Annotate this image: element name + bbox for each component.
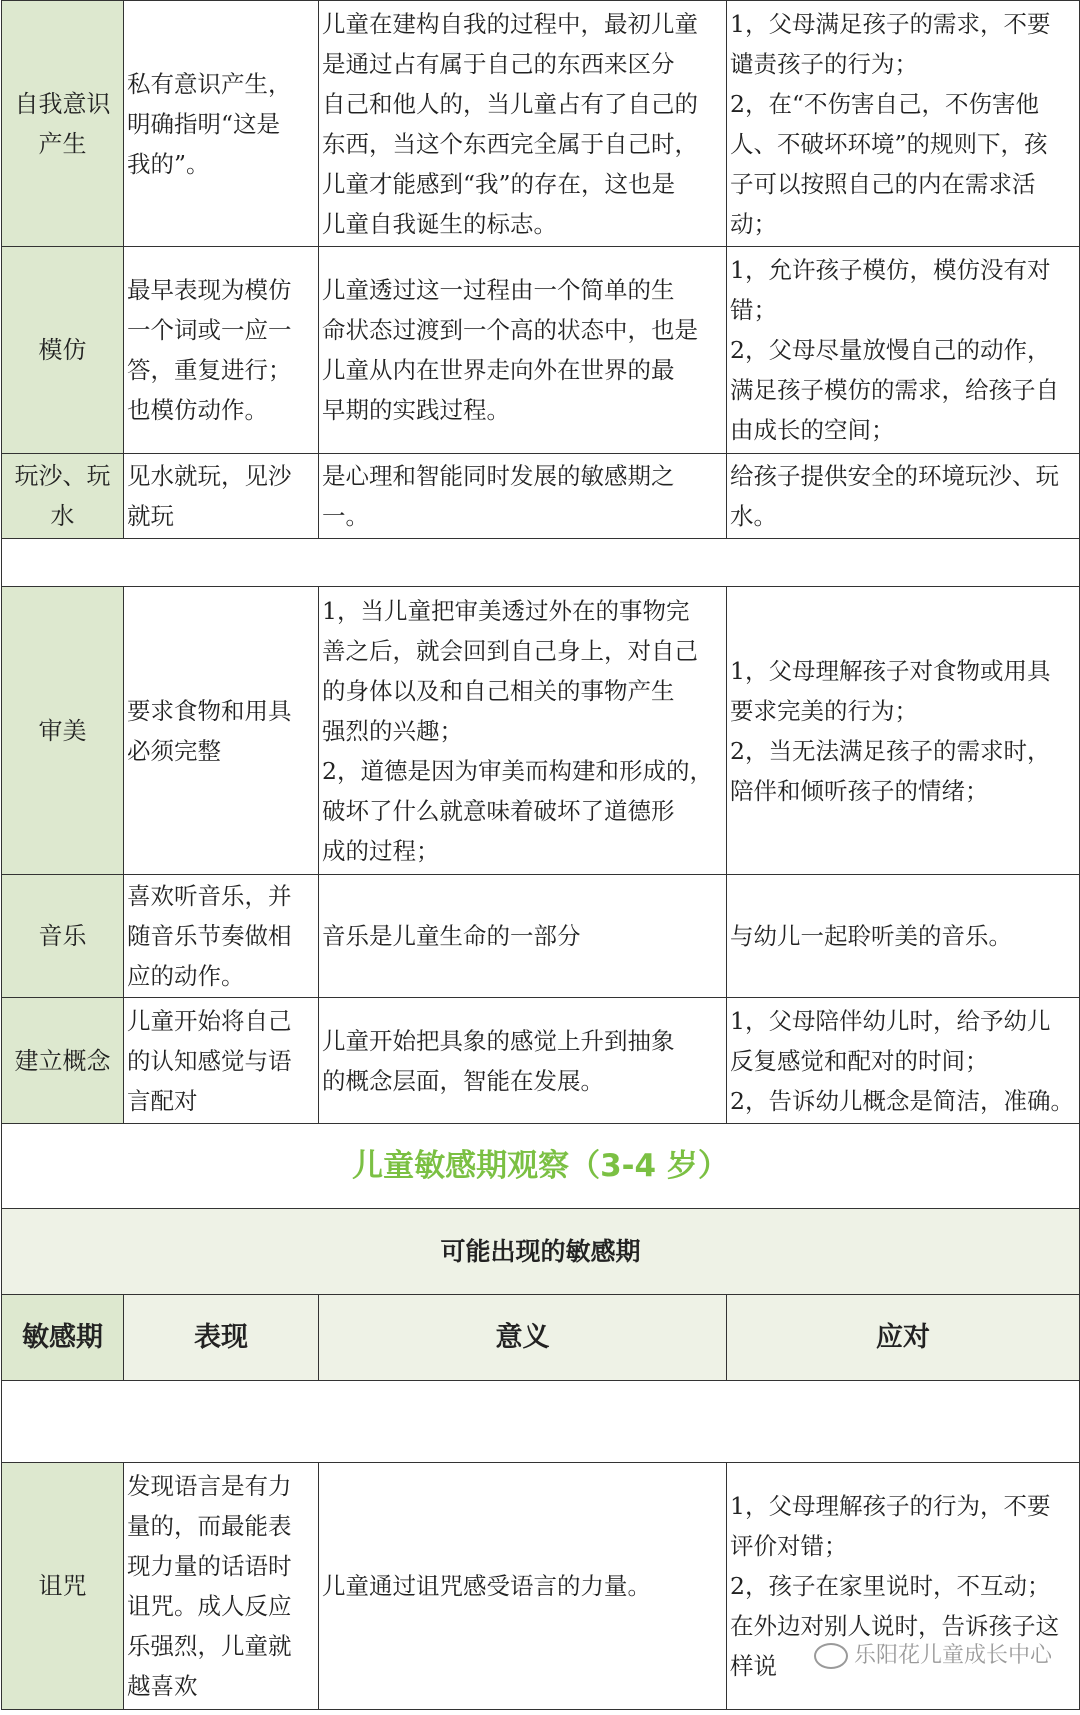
response-cell: 1，允许孩子模仿，模仿没有对 错； 2，父母尽量放慢自己的动作， 满足孩子模仿的需求，给孩子自 由成长的空间；: [727, 247, 1080, 454]
category-cell: 自我意识 产生: [2, 1, 124, 247]
category-cell: 玩沙、玩 水: [2, 454, 124, 539]
watermark: [814, 1638, 1052, 1669]
table-row: [2, 998, 1080, 1124]
category-cell: 音乐: [2, 875, 124, 998]
table-row: [2, 587, 1080, 875]
response-cell: 1，父母理解孩子的行为，不要 评价对错； 2，孩子在家里说时，不互动； 在外边对别人说时，告诉孩子这 样说: [727, 1463, 1080, 1710]
meaning-cell: 儿童通过诅咒感受语言的力量。: [319, 1463, 727, 1710]
table-row: [2, 875, 1080, 998]
meaning-cell: 儿童透过这一过程由一个简单的生 命状态过渡到一个高的状态中，也是 儿童从内在世界走向外在世界的最 早期的实践过程。: [319, 247, 727, 454]
response-cell: 1，父母理解孩子对食物或用具 要求完美的行为； 2，当无法满足孩子的需求时， 陪伴和倾听孩子的情绪；: [727, 587, 1080, 875]
wechat-icon: [814, 1643, 848, 1669]
behavior-cell: 见水就玩，见沙 就玩: [124, 454, 319, 539]
category-cell: 模仿: [2, 247, 124, 454]
meaning-cell: 儿童开始把具象的感觉上升到抽象 的概念层面，智能在发展。: [319, 998, 727, 1124]
section-title-row: [2, 1124, 1080, 1209]
watermark-text: 乐阳花儿童成长中心: [853, 1643, 1052, 1668]
blank-row: [2, 539, 1080, 587]
subtitle-row: [2, 1209, 1080, 1295]
header-response: 应对: [727, 1295, 1080, 1381]
behavior-cell: 发现语言是有力 量的，而最能表 现力量的话语时 诅咒。成人反应 乐强烈，儿童就 越喜欢: [124, 1463, 319, 1710]
header-row: [2, 1295, 1080, 1381]
category-cell: 审美: [2, 587, 124, 875]
blank-row: [2, 1381, 1080, 1463]
behavior-cell: 最早表现为模仿 一个词或一应一 答，重复进行； 也模仿动作。: [124, 247, 319, 454]
section-title: 儿童敏感期观察（3-4 岁）: [2, 1124, 1080, 1209]
header-sensitive-period: 敏感期: [2, 1295, 124, 1381]
sensitive-period-table: [1, 0, 1080, 1710]
category-cell: 建立概念: [2, 998, 124, 1124]
meaning-cell: 是心理和智能同时发展的敏感期之 一。: [319, 454, 727, 539]
blank-cell: [2, 539, 1080, 587]
blank-cell: [2, 1381, 1080, 1463]
subtitle: 可能出现的敏感期: [2, 1209, 1080, 1295]
meaning-cell: 1，当儿童把审美透过外在的事物完 善之后，就会回到自己身上，对自己 的身体以及和自己相关的事物产生 强烈的兴趣； 2，道德是因为审美而构建和形成的， 破坏了什么就意味着破坏了道德形 成的过程；: [319, 587, 727, 875]
meaning-cell: 音乐是儿童生命的一部分: [319, 875, 727, 998]
table-row: [2, 247, 1080, 454]
table-row: [2, 454, 1080, 539]
response-cell: 与幼儿一起聆听美的音乐。: [727, 875, 1080, 998]
meaning-cell: 儿童在建构自我的过程中，最初儿童 是通过占有属于自己的东西来区分 自己和他人的，当儿童占有了自己的 东西，当这个东西完全属于自己时， 儿童才能感到“我”的存在，这也是 儿童自我诞生的标志。: [319, 1, 727, 247]
header-behavior: 表现: [124, 1295, 319, 1381]
category-cell: 诅咒: [2, 1463, 124, 1710]
behavior-cell: 儿童开始将自己 的认知感觉与语 言配对: [124, 998, 319, 1124]
header-meaning: 意义: [319, 1295, 727, 1381]
behavior-cell: 要求食物和用具 必须完整: [124, 587, 319, 875]
response-cell: 1，父母满足孩子的需求，不要 谴责孩子的行为； 2，在“不伤害自己，不伤害他 人、不破坏环境”的规则下，孩 子可以按照自己的内在需求活 动；: [727, 1, 1080, 247]
table-row: [2, 1, 1080, 247]
table-row: [2, 1463, 1080, 1710]
response-cell: 1，父母陪伴幼儿时，给予幼儿 反复感觉和配对的时间； 2，告诉幼儿概念是简洁，准确。: [727, 998, 1080, 1124]
behavior-cell: 私有意识产生， 明确指明“这是 我的”。: [124, 1, 319, 247]
behavior-cell: 喜欢听音乐，并 随音乐节奏做相 应的动作。: [124, 875, 319, 998]
response-cell: 给孩子提供安全的环境玩沙、玩 水。: [727, 454, 1080, 539]
